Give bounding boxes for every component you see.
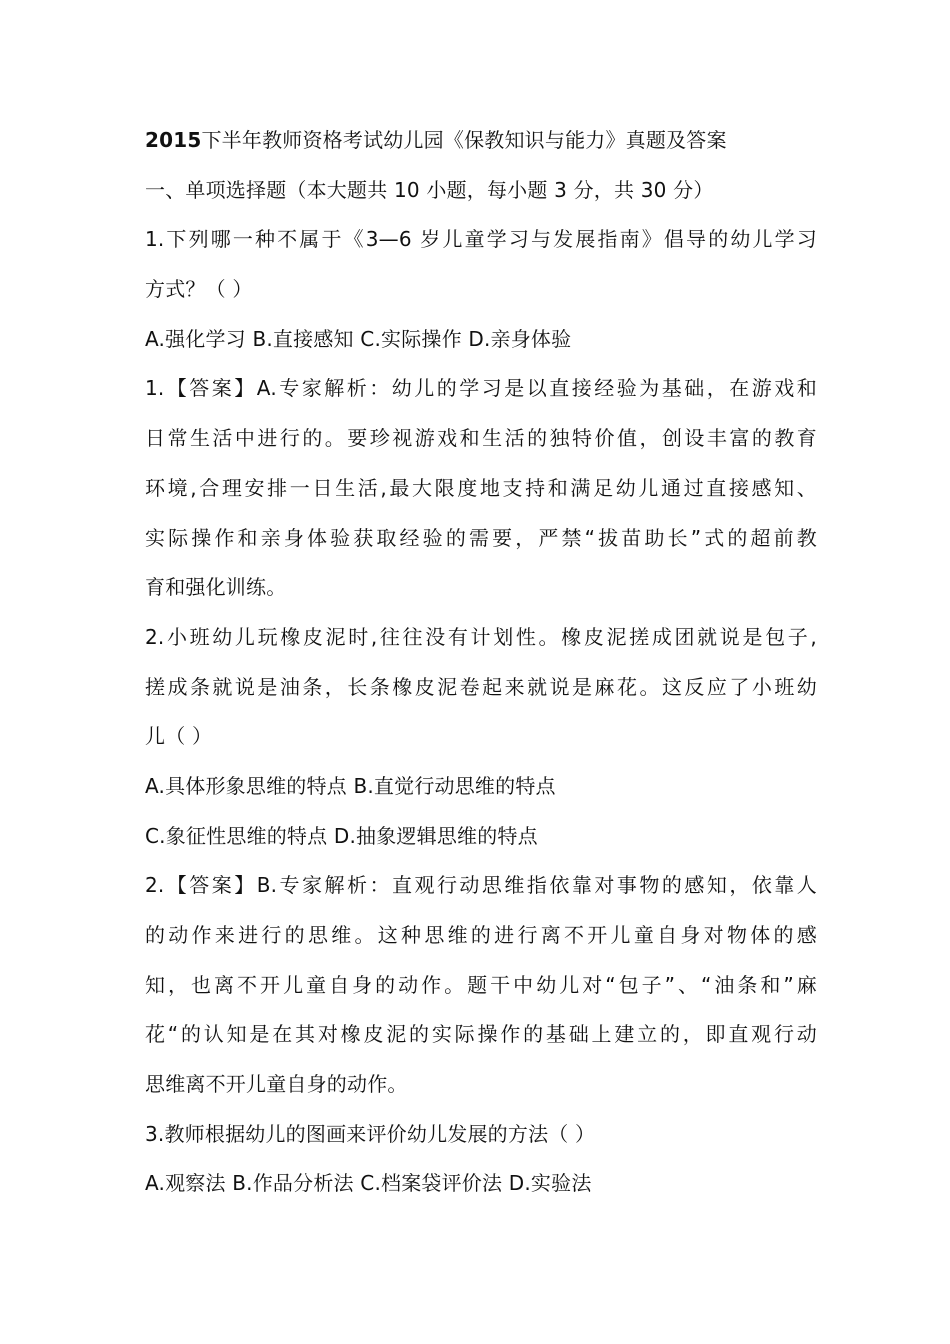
q1-stem-line-1: 1.下列哪一种不属于《3—6 岁儿童学习与发展指南》倡导的幼儿学习 — [145, 227, 817, 252]
q1-answer-line-5: 育和强化训练。 — [145, 575, 287, 600]
q2-options-line-1: A.具体形象思维的特点 B.直觉行动思维的特点 — [145, 773, 556, 798]
q2-answer-line-2: 的动作来进行的思维。这种思维的进行离不开儿童自身对物体的感 — [145, 923, 817, 947]
q2-stem-line-3: 儿（ ） — [145, 724, 213, 749]
q1-stem-line-2: 方式？（ ） — [145, 277, 253, 302]
q2-answer-line-4: 花“的认知是在其对橡皮泥的实际操作的基础上建立的，即直观行动 — [145, 1022, 817, 1047]
section-heading: 一、单项选择题（本大题共 10 小题，每小题 3 分，共 30 分） — [145, 177, 714, 202]
q1-answer-line-2: 日常生活中进行的。要珍视游戏和生活的独特价值，创设丰富的教育 — [145, 426, 817, 451]
q1-options: A.强化学习 B.直接感知 C.实际操作 D.亲身体验 — [145, 326, 572, 351]
q2-answer-line-3: 知，也离不开儿童自身的动作。题干中幼儿对“包子”、“油条和”麻 — [145, 972, 817, 997]
q2-options-line-2: C.象征性思维的特点 D.抽象逻辑思维的特点 — [145, 823, 538, 848]
q2-answer-line-1: 2.【答案】B.专家解析：直观行动思维指依靠对事物的感知，依靠人 — [145, 873, 817, 898]
q1-answer-line-3: 环境,合理安排一日生活,最大限度地支持和满足幼儿通过直接感知、 — [145, 475, 817, 500]
q3-options: A.观察法 B.作品分析法 C.档案袋评价法 D.实验法 — [145, 1171, 592, 1196]
q2-stem-line-1: 2.小班幼儿玩橡皮泥时,往往没有计划性。橡皮泥搓成团就说是包子, — [145, 624, 817, 649]
document-page — [145, 116, 817, 1209]
q2-answer-line-5: 思维离不开儿童自身的动作。 — [145, 1072, 408, 1097]
q1-answer-line-1: 1.【答案】A.专家解析：幼儿的学习是以直接经验为基础，在游戏和 — [145, 376, 817, 401]
q2-stem-line-2: 搓成条就说是油条，长条橡皮泥卷起来就说是麻花。这反应了小班幼 — [145, 674, 817, 699]
title-text: 下半年教师资格考试幼儿园《保教知识与能力》真题及答案 — [201, 128, 727, 152]
document-title — [145, 116, 817, 166]
title-year: 2015 — [145, 128, 202, 152]
q1-answer-line-4: 实际操作和亲身体验获取经验的需要，严禁“拔苗助长”式的超前教 — [145, 525, 817, 550]
q3-stem-line-1: 3.教师根据幼儿的图画来评价幼儿发展的方法（ ） — [145, 1121, 596, 1146]
